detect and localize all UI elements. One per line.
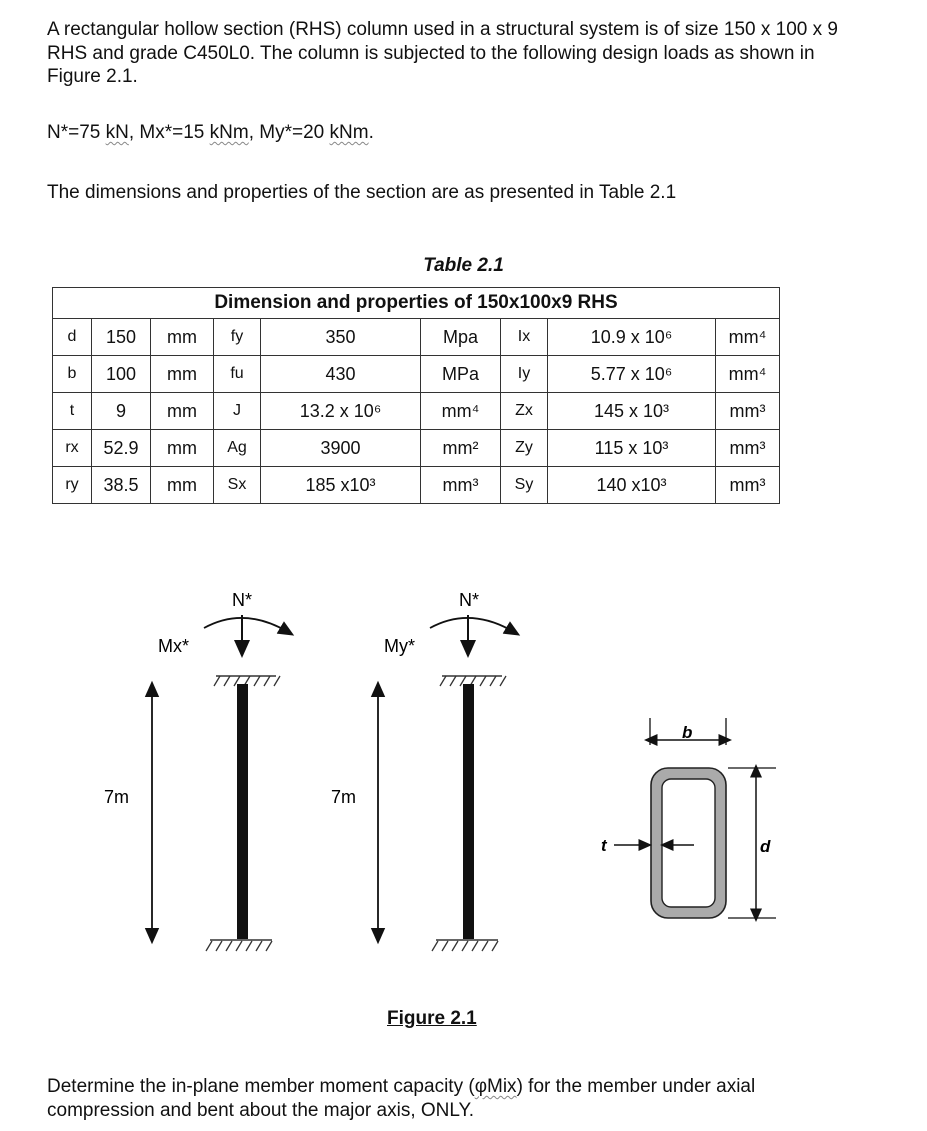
fixed-hatch-bottom-2 (432, 941, 498, 951)
figure-caption: Figure 2.1 (387, 1008, 477, 1029)
cell-s1: b (53, 356, 92, 393)
cell-u3: mm⁴ (716, 356, 780, 393)
cell-s1: t (53, 393, 92, 430)
fixed-hatch-bottom-1 (206, 941, 272, 951)
cell-s3: Zx (501, 393, 548, 430)
cell-u2: mm³ (421, 467, 501, 504)
cell-s2: J (214, 393, 261, 430)
cell-u1: mm (151, 430, 214, 467)
cell-u3: mm³ (716, 430, 780, 467)
cell-u2: mm⁴ (421, 393, 501, 430)
cell-s1: d (53, 319, 92, 356)
table-row (53, 319, 780, 356)
cell-v3: 115 x 10³ (548, 430, 716, 467)
loads-end: . (368, 122, 374, 143)
d-label: d (760, 837, 771, 856)
cell-u1: mm (151, 393, 214, 430)
axial-label-2: N* (459, 590, 480, 610)
cell-v2: 13.2 x 10⁶ (261, 393, 421, 430)
cell-u2: MPa (421, 356, 501, 393)
b-label: b (682, 723, 693, 742)
height-label-2: 7m (331, 787, 357, 807)
column-my (331, 590, 514, 951)
table-row (53, 356, 780, 393)
cell-s3: Zy (501, 430, 548, 467)
cell-u3: mm³ (716, 467, 780, 504)
cell-u3: mm⁴ (716, 319, 780, 356)
intro-paragraph: A rectangular hollow section (RHS) column used in a structural system is of size 150 x 100 x 9 RHS and grade C450L0. The column is subjected to the following design loads as shown in Figure 2.1. (47, 19, 838, 87)
cell-s3: Iy (501, 356, 548, 393)
moment-arrow-2 (430, 618, 514, 632)
table-row (53, 467, 780, 504)
table-row (53, 393, 780, 430)
cell-s2: fu (214, 356, 261, 393)
question-paragraph (47, 1075, 867, 1122)
question-part-b: ) for the member under axial compression and bent about the major axis, ONLY. (47, 1076, 756, 1121)
properties-table (52, 287, 780, 504)
cell-v2: 185 x10³ (261, 467, 421, 504)
figure-2-1 (0, 560, 927, 1000)
cell-v3: 5.77 x 10⁶ (548, 356, 716, 393)
cell-v2: 3900 (261, 430, 421, 467)
cell-s3: Ix (501, 319, 548, 356)
height-label-1: 7m (104, 787, 130, 807)
table-header: Dimension and properties of 150x100x9 RHS (53, 288, 780, 319)
cell-s2: Sx (214, 467, 261, 504)
cell-s2: Ag (214, 430, 261, 467)
cell-v1: 38.5 (92, 467, 151, 504)
table-caption: Table 2.1 (423, 255, 504, 276)
cell-u3: mm³ (716, 393, 780, 430)
unit-knm-y: kNm (329, 122, 369, 143)
cell-u1: mm (151, 356, 214, 393)
cell-u1: mm (151, 319, 214, 356)
cell-v1: 100 (92, 356, 151, 393)
cell-s1: rx (53, 430, 92, 467)
load-n: N*=75 (47, 122, 106, 143)
dimensions-sentence: The dimensions and properties of the section are as presented in Table 2.1 (47, 182, 677, 203)
cell-s2: fy (214, 319, 261, 356)
axial-label-1: N* (232, 590, 253, 610)
column-bar-2 (463, 684, 474, 939)
question-part-a: Determine the in-plane member moment capacity ( (47, 1076, 475, 1097)
rhs-section (601, 718, 776, 918)
cell-v1: 9 (92, 393, 151, 430)
design-loads (47, 121, 374, 145)
column-bar-1 (237, 684, 248, 939)
unit-kn: kN (105, 122, 129, 143)
moment-arrow-1 (204, 618, 288, 632)
unit-knm-x: kNm (209, 122, 249, 143)
cell-v1: 150 (92, 319, 151, 356)
cell-v2: 430 (261, 356, 421, 393)
capacity-symbol: φMix (474, 1076, 517, 1097)
cell-v3: 140 x10³ (548, 467, 716, 504)
load-mx: , Mx*=15 (128, 122, 210, 143)
load-my: , My*=20 (248, 122, 330, 143)
cell-v2: 350 (261, 319, 421, 356)
cell-u2: Mpa (421, 319, 501, 356)
cell-v1: 52.9 (92, 430, 151, 467)
moment-label-1: Mx* (158, 636, 189, 656)
t-label: t (601, 836, 607, 855)
cell-u2: mm² (421, 430, 501, 467)
cell-s1: ry (53, 467, 92, 504)
column-mx (104, 590, 288, 951)
table-row (53, 430, 780, 467)
cell-s3: Sy (501, 467, 548, 504)
cell-u1: mm (151, 467, 214, 504)
cell-v3: 10.9 x 10⁶ (548, 319, 716, 356)
rhs-inner-void (662, 779, 715, 907)
moment-label-2: My* (384, 636, 415, 656)
cell-v3: 145 x 10³ (548, 393, 716, 430)
